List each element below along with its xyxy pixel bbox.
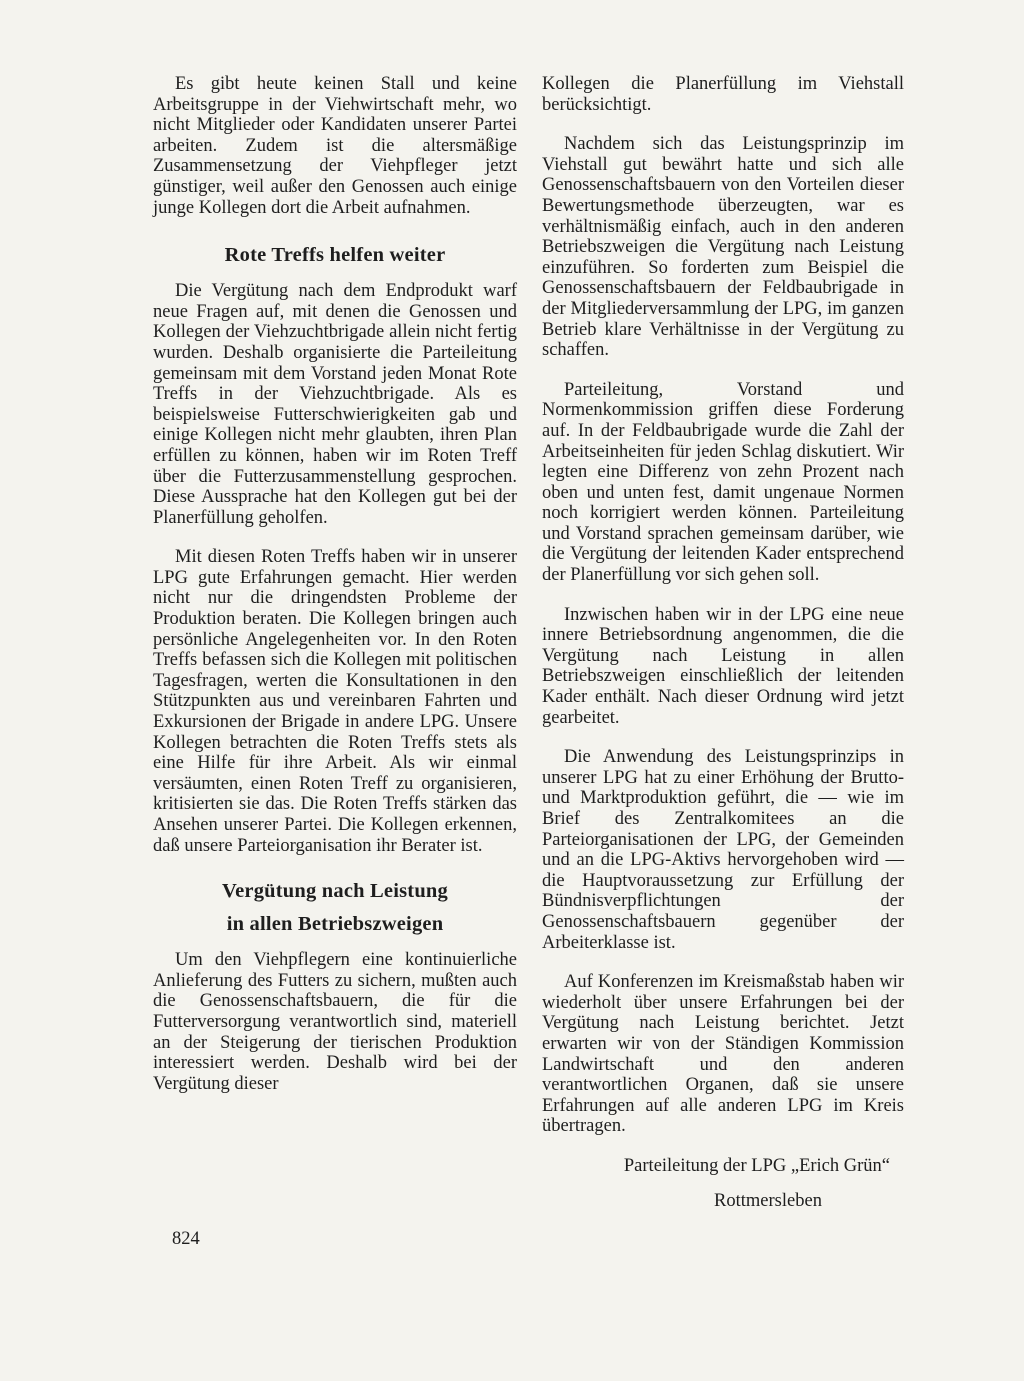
signature-line: Parteileitung der LPG „Erich Grün“ [623,1155,890,1176]
section-heading-rote-treffs [153,239,517,272]
right-paragraph-3: Parteileitung, Vorstand und Normenkommission griffen diese Forderung auf. In der Feldbaubrigade wurde die Zahl der Arbeitseinheiten für jeden Schlag diskutiert. Wir legten eine Differenz von zehn Prozent nach oben und unten fest, damit ungenaue Normen noch korrigiert werden können. Parteileitung und Vorstand sprachen gemeinsam darüber, wie die Vergütung der leitenden Kader entsprechend der Planerfüllung vor sich gehen soll. [542,379,904,586]
right-paragraph-6: Auf Konferenzen im Kreismaßstab haben wir wiederholt über unsere Erfahrungen bei der Vergütung nach Leistung berichtet. Jetzt erwarten wir von der Ständigen Kommission Landwirtschaft und den anderen verantwortlichen Organen, daß sie unsere Erfahrungen auf alle anderen LPG im Kreis übertragen. [542,972,904,1137]
section-heading-verguetung [153,875,517,941]
section-heading-verguetung-line-1: Vergütung nach Leistung [222,880,448,903]
section-heading-rote-treffs-text: Rote Treffs helfen weiter [224,244,446,267]
left-paragraph-3: Mit diesen Roten Treffs haben wir in unserer LPG gute Erfahrungen gemacht. Hier werden nicht nur die dringendsten Probleme der Produktion beraten. Die Kollegen bringen auch persönliche Angelegenheiten vor. In den Roten Treffs befassen sich die Kollegen mit politischen Tagesfragen, werten die Konsultationen in den Stützpunkten aus und vereinbaren Fahrten und Exkursionen der Brigade in andere LPG. Unsere Kollegen betrachten die Roten Treffs stets als eine Hilfe für ihre Arbeit. Als wir einmal versäumten, einen Roten Treff zu organisieren, kritisierten sie das. Die Roten Treffs stärken das Ansehen unserer Partei. Die Kollegen erkennen, daß unsere Parteiorganisation ihr Berater ist. [153,547,517,856]
right-paragraph-4: Inzwischen haben wir in der LPG eine neue innere Betriebsordnung angenommen, die die Vergütung nach Leistung in allen Betriebszweigen einschließlich der leitenden Kader enthält. Nach dieser Ordnung wird jetzt gearbeitet. [542,604,904,728]
left-paragraph-4: Um den Viehpflegern eine kontinuierliche Anlieferung des Futters zu sichern, mußten auch die Genossenschaftsbauern, die für die Futterversorgung verantwortlich sind, materiell an der Steigerung der tierischen Produktion interessiert werden. Deshalb wird bei der Vergütung dieser [153,950,517,1094]
right-paragraph-1: Kollegen die Planerfüllung im Viehstall berücksichtigt. [542,74,904,115]
page-number: 824 [172,1229,200,1249]
left-paragraph-2: Die Vergütung nach dem Endprodukt warf neue Fragen auf, mit denen die Genossen und Kollegen der Viehzuchtbrigade allein nicht fertig wurden. Deshalb organisierte die Parteileitung gemeinsam mit dem Vorstand jeden Monat Rote Treffs in der Viehzuchtbrigade. Als es beispielsweise Futterschwierigkeiten gab und einige Kollegen nicht mehr glaubten, ihren Plan erfüllen zu können, haben wir im Roten Treff über die Futterzusammenstellung gesprochen. Diese Aussprache hat den Kollegen gut bei der Planerfüllung geholfen. [153,281,517,528]
left-column [153,74,517,1113]
left-paragraph-1: Es gibt heute keinen Stall und keine Arbeitsgruppe in der Viehwirtschaft mehr, wo nicht Mitglieder oder Kandidaten unserer Partei arbeiten. Zudem ist die altersmäßige Zusammensetzung der Viehpfleger jetzt günstiger, weil außer den Genossen auch einige junge Kollegen dort die Arbeit aufnahmen. [153,74,517,218]
right-paragraph-5: Die Anwendung des Leistungsprinzips in unserer LPG hat zu einer Erhöhung der Brutto- und Marktproduktion geführt, die — wie im Brief des Zentralkomitees an die Parteiorganisationen der LPG, der Gemeinden und an die LPG-Aktivs hervorgehoben wird — die Hauptvoraussetzung zur Erfüllung der Bündnisverpflichtungen der Genossenschaftsbauern gegenüber der Arbeiterklasse ist. [542,747,904,953]
right-column [542,74,904,1211]
right-paragraph-2: Nachdem sich das Leistungsprinzip im Viehstall gut bewährt hatte und sich alle Genossenschaftsbauern von den Vorteilen dieser Bewertungsmethode überzeugten, war es verhältnismäßig einfach, auch in den anderen Betriebszweigen die Vergütung nach Leistung einzuführen. So forderten zum Beispiel die Genossenschaftsbauern der Feldbaubrigade in der Mitgliederversammlung der LPG, im ganzen Betrieb klare Verhältnisse in der Vergütung zu schaffen. [542,134,904,361]
section-heading-verguetung-line-2: in allen Betriebszweigen [226,913,444,936]
place-name: Rottmersleben [714,1190,822,1211]
